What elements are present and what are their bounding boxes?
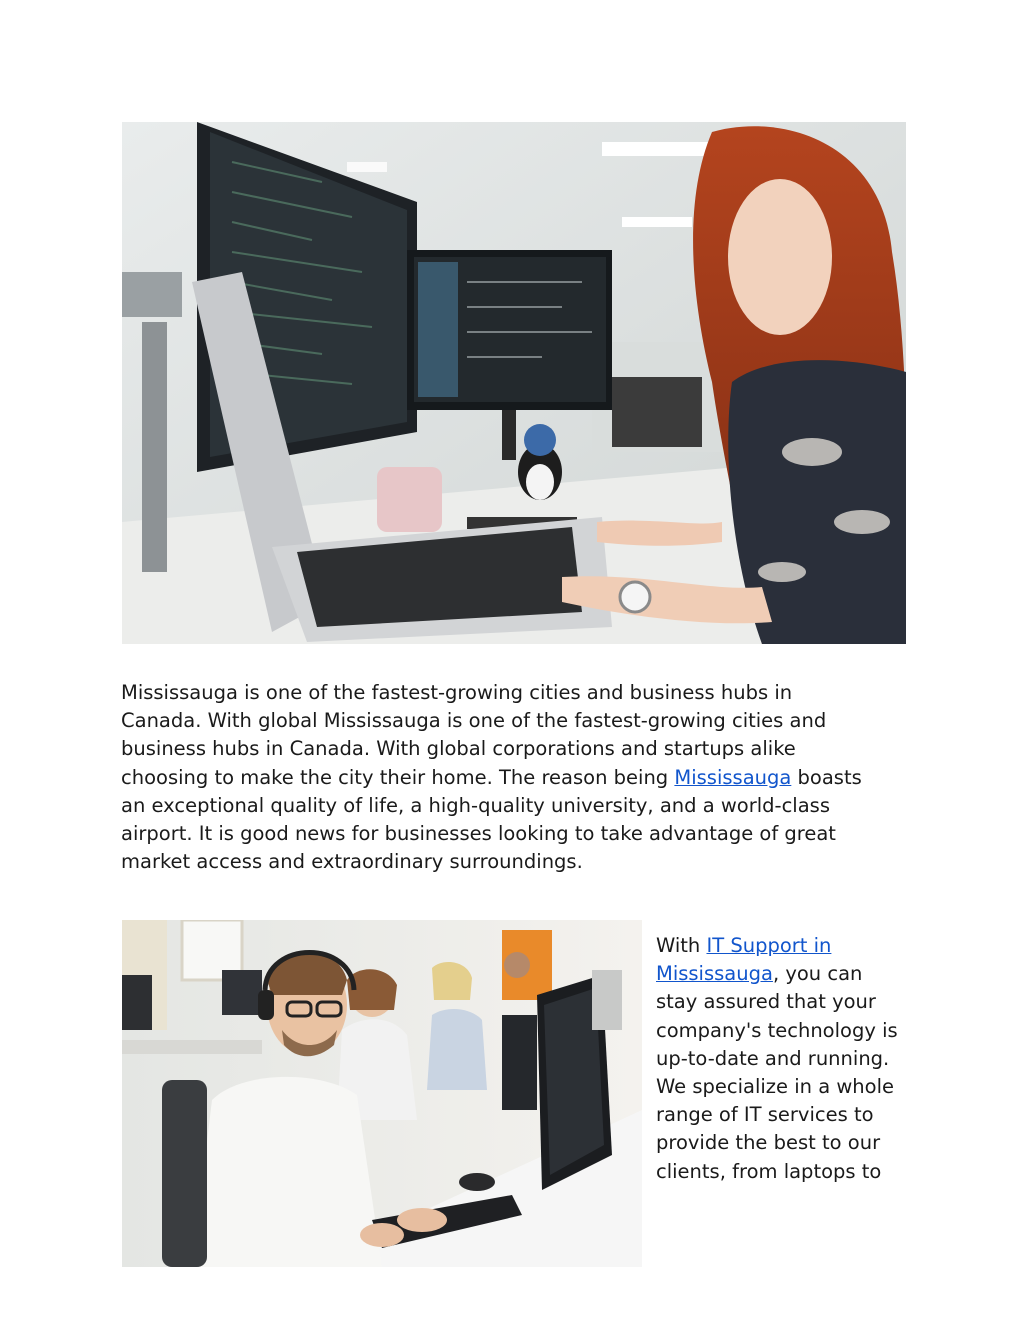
office-photo bbox=[122, 122, 906, 644]
it-support-link-part2[interactable]: Mississauga bbox=[656, 962, 773, 986]
intro-line: market access and extraordinary surroundings. bbox=[121, 850, 583, 874]
intro-paragraph bbox=[121, 679, 921, 876]
intro-text: choosing to make the city their home. The reason being bbox=[121, 765, 675, 789]
intro-line: Canada. With global Mississauga is one of the fastest-growing cities and bbox=[121, 709, 827, 733]
intro-text: boasts bbox=[791, 765, 862, 789]
intro-line: business hubs in Canada. With global corporations and startups alike bbox=[121, 737, 796, 761]
side-text: With bbox=[656, 934, 707, 957]
it-support-photo-illustration bbox=[122, 920, 642, 1267]
office-photo-illustration bbox=[122, 122, 906, 644]
side-text: , you can bbox=[772, 962, 863, 986]
side-line: stay assured that your bbox=[656, 990, 876, 1014]
mississauga-link[interactable]: Mississauga bbox=[674, 765, 792, 789]
intro-line bbox=[121, 764, 921, 792]
side-line: We specialize in a whole bbox=[656, 1075, 894, 1099]
intro-line: Mississauga is one of the fastest-growing cities and business hubs in bbox=[121, 681, 793, 704]
intro-line: airport. It is good news for businesses looking to take advantage of great bbox=[121, 822, 836, 846]
side-line bbox=[656, 960, 916, 988]
side-line: range of IT services to bbox=[656, 1103, 874, 1127]
it-support-paragraph bbox=[656, 932, 916, 1186]
side-line bbox=[656, 932, 916, 960]
it-support-link-part1[interactable]: IT Support in bbox=[706, 934, 832, 957]
side-line: provide the best to our bbox=[656, 1131, 881, 1155]
side-line: up-to-date and running. bbox=[656, 1046, 890, 1070]
it-support-photo bbox=[122, 920, 642, 1267]
side-line: company's technology is bbox=[656, 1018, 898, 1042]
intro-line: an exceptional quality of life, a high-quality university, and a world-class bbox=[121, 793, 830, 817]
side-line: clients, from laptops to bbox=[656, 1159, 882, 1183]
